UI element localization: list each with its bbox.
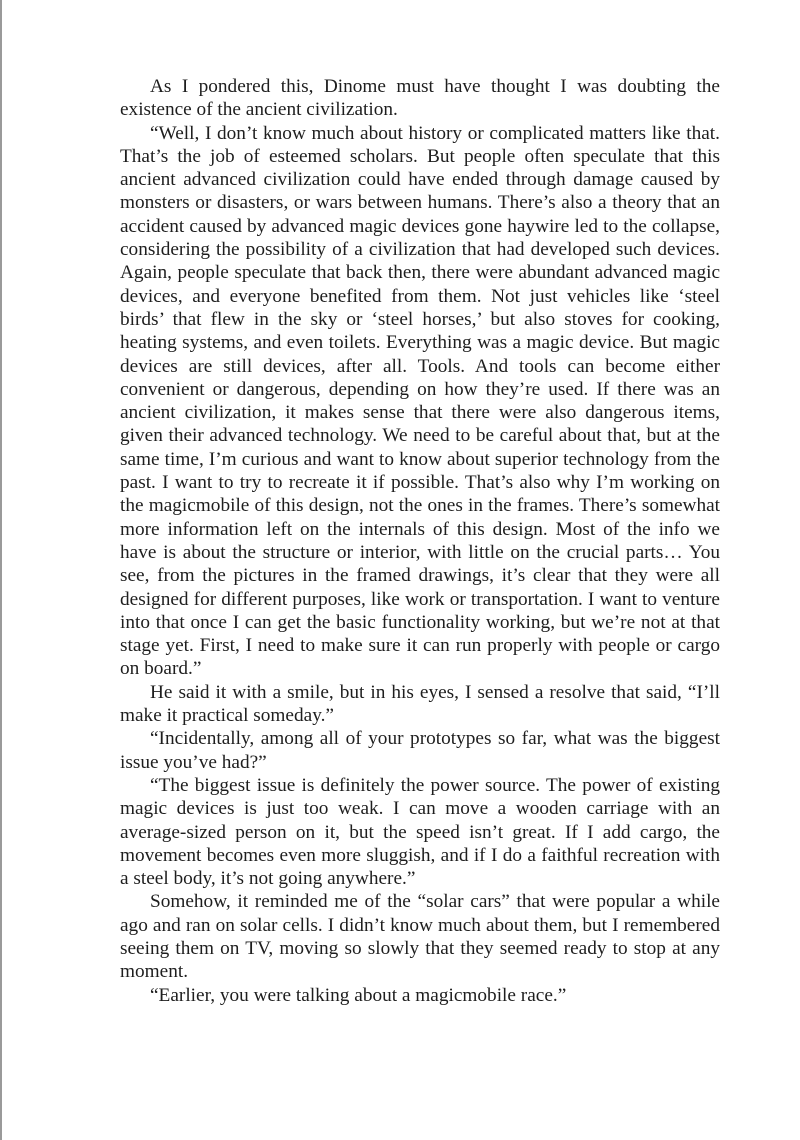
paragraph-7: “Earlier, you were talking about a magicmobile race.”: [150, 984, 567, 1006]
paragraph-5: “The biggest issue is definitely the power source. The power of existing magic devices is just too weak. I can move a wooden carriage with an average-sized person on it, but the speed isn’t great. If I add cargo, the movement becomes even more sluggish, and if I do a faithful recreation with a steel body, it’s not going anywhere.”: [120, 774, 720, 890]
page-edge: [0, 0, 2, 1140]
page-body-text: [120, 75, 720, 1007]
paragraph-2: “Well, I don’t know much about history or complicated matters like that. That’s the job of esteemed scholars. But people often speculate that this ancient advanced civilization could have ended through damage caused by monsters or disasters, or wars between humans. There’s also a theory that an accident caused by advanced magic devices gone haywire led to the collapse, considering the possibility of a civilization that had developed such devices. Again, people speculate that back then, there were abundant advanced magic devices, and everyone benefited from them. Not just vehicles like ‘steel birds’ that flew in the sky or ‘steel horses,’ but also stoves for cooking, heating systems, and even toilets. Everything was a magic device. But magic devices are still devices, after all. Tools. And tools can become either convenient or dangerous, depending on how they’re used. If there was an ancient civilization, it makes sense that there were also dangerous items, given their advanced technology. We need to be careful about that, but at the same time, I’m curious and want to know about superior technology from the past. I want to try to recreate it if possible. That’s also why I’m working on the magicmobile of this design, not the ones in the frames. There’s somewhat more information left on the internals of this design. Most of the info we have is about the structure or interior, with little on the crucial parts… You see, from the pictures in the framed drawings, it’s clear that they were all designed for different purposes, like work or transportation. I want to venture into that once I can get the basic functionality working, but we’re not at that stage yet. First, I need to make sure it can run properly with people or cargo on board.”: [120, 122, 720, 680]
paragraph-1: As I pondered this, Dinome must have thought I was doubting the existence of the ancient civilization.: [120, 76, 720, 121]
paragraph-3: He said it with a smile, but in his eyes, I sensed a resolve that said, “I’ll make it practical someday.”: [120, 681, 720, 727]
paragraph-4: “Incidentally, among all of your prototypes so far, what was the biggest issue you’ve had?”: [120, 728, 720, 773]
paragraph-6: Somehow, it reminded me of the “solar cars” that were popular a while ago and ran on solar cells. I didn’t know much about them, but I remembered seeing them on TV, moving so slowly that they seemed ready to stop at any moment.: [120, 891, 720, 983]
